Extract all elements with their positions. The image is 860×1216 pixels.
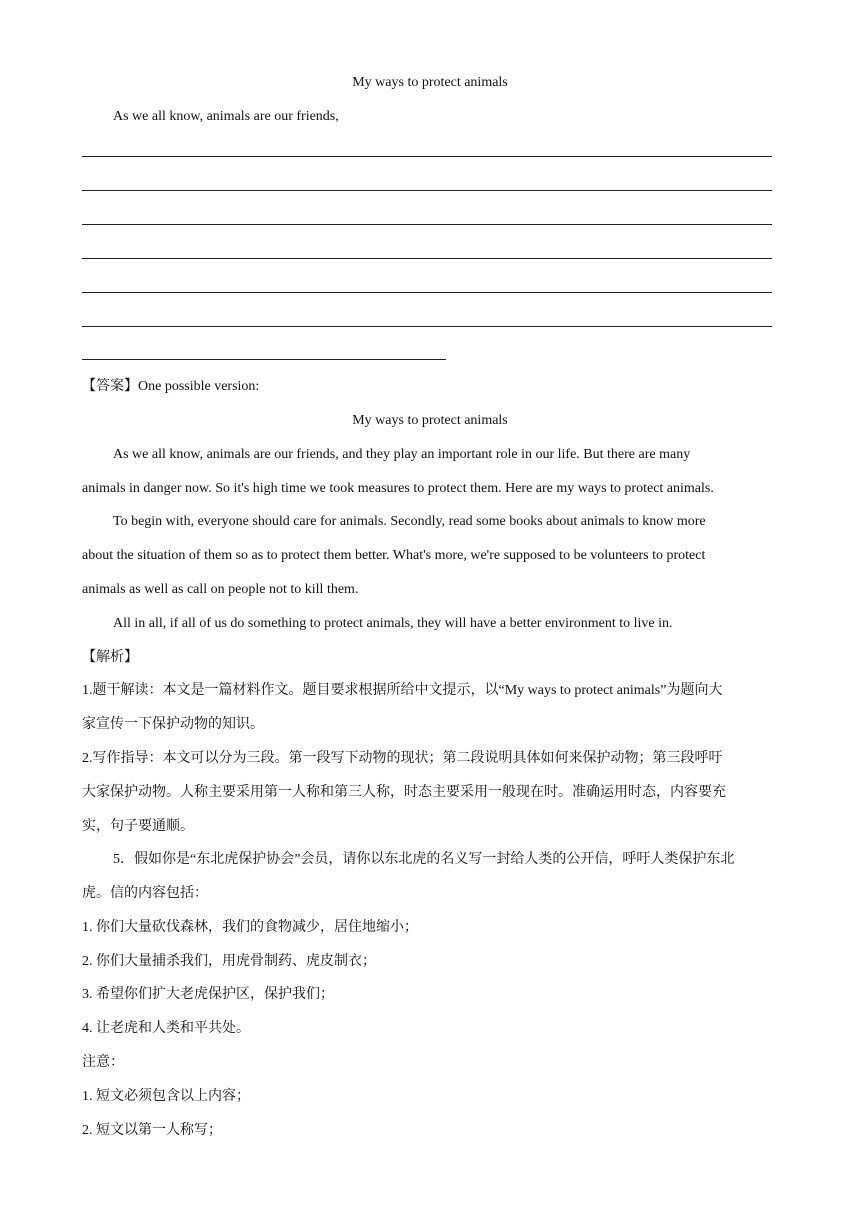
blank-line[interactable] — [82, 224, 772, 225]
answer-paragraph-2-line-3: animals as well as call on people not to kill them. — [82, 582, 359, 597]
task-opening: As we all know, animals are our friends, — [113, 109, 339, 124]
answer-paragraph-1-line-1: As we all know, animals are our friends, and they play an important role in our life. But there are many — [113, 447, 691, 462]
answer-label: 【答案】One possible version: — [82, 379, 260, 394]
analysis-item-2-line-1: 2.写作指导：本文可以分为三段。第一段写下动物的现状；第二段说明具体如何来保护动物；第三段呼吁 — [82, 751, 723, 766]
analysis-item-2-line-2: 大家保护动物。人称主要采用第一人称和第三人称，时态主要采用一般现在时。准确运用时态，内容要充 — [82, 785, 726, 800]
task-title: My ways to protect animals — [352, 75, 508, 90]
blank-line[interactable] — [82, 156, 772, 157]
question-5-point: 4. 让老虎和人类和平共处。 — [82, 1021, 250, 1036]
blank-line[interactable] — [82, 292, 772, 293]
answer-paragraph-2-line-1: To begin with, everyone should care for animals. Secondly, read some books about animals to know more — [113, 514, 706, 529]
note-item: 2. 短文以第一人称写； — [82, 1123, 222, 1138]
answer-paragraph-2-line-2: about the situation of them so as to protect them better. What's more, we're supposed to be volunteers to protect — [82, 548, 706, 563]
note-item: 1. 短文必须包含以上内容； — [82, 1089, 250, 1104]
blank-line[interactable] — [82, 359, 446, 360]
analysis-item-1-line-2: 家宣传一下保护动物的知识。 — [82, 717, 264, 732]
answer-paragraph-1-line-2: animals in danger now. So it's high time we took measures to protect them. Here are my ways to protect animals. — [82, 481, 714, 496]
question-5-point: 3. 希望你们扩大老虎保护区，保护我们； — [82, 987, 334, 1002]
analysis-item-1-line-1: 1.题干解读：本文是一篇材料作文。题目要求根据所给中文提示，以“My ways to protect animals”为题向大 — [82, 683, 723, 698]
answer-paragraph-3: All in all, if all of us do something to protect animals, they will have a better environment to live in. — [113, 616, 673, 631]
question-5-point: 2. 你们大量捕杀我们，用虎骨制药、虎皮制衣； — [82, 954, 376, 969]
notes-label: 注意： — [82, 1055, 124, 1070]
analysis-label: 【解析】 — [82, 650, 138, 665]
blank-line[interactable] — [82, 326, 772, 327]
question-5-line-1: 5．假如你是“东北虎保护协会”会员，请你以东北虎的名义写一封给人类的公开信，呼吁人类保护东北 — [113, 852, 735, 867]
question-5-line-2: 虎。信的内容包括： — [82, 886, 208, 901]
analysis-item-2-line-3: 实，句子要通顺。 — [82, 819, 194, 834]
question-5-point: 1. 你们大量砍伐森林，我们的食物减少，居住地缩小； — [82, 920, 418, 935]
blank-line[interactable] — [82, 190, 772, 191]
answer-title: My ways to protect animals — [352, 413, 508, 428]
blank-line[interactable] — [82, 258, 772, 259]
